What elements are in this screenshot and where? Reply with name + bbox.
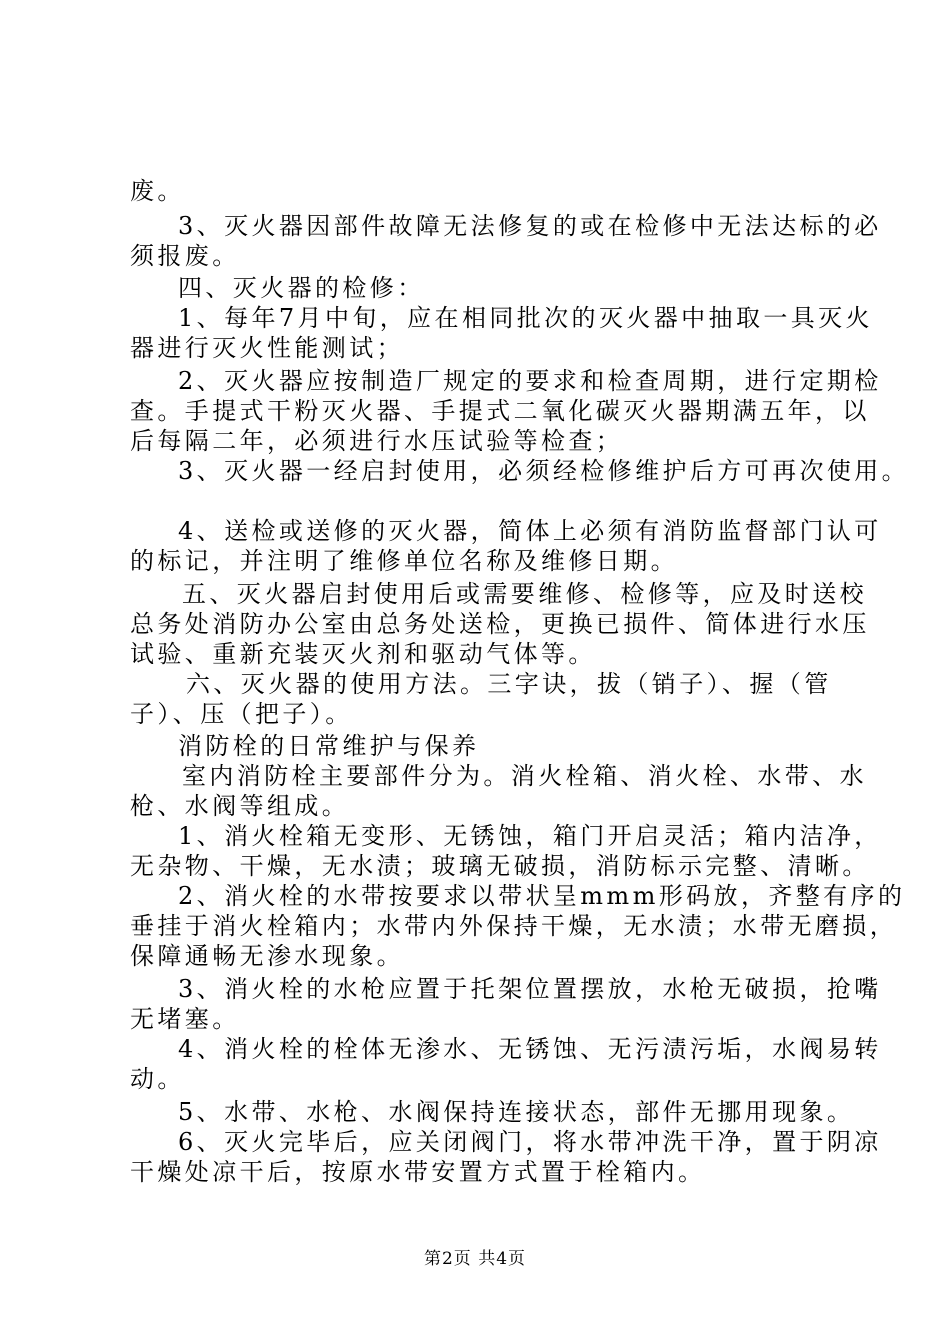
text-line: 保障通畅无渗水现象。 — [130, 942, 404, 970]
text-line: 4、送检或送修的灭火器，简体上必须有消防监督部门认可 — [178, 517, 882, 545]
text-line: 后每隔二年，必须进行水压试验等检查； — [130, 427, 624, 455]
text-line: 6、灭火完毕后，应关闭阀门，将水带冲洗干净，置于阴凉 — [178, 1128, 882, 1156]
text-line: 子）、压（把子）。 — [130, 700, 353, 728]
text-line: 器进行灭火性能测试； — [130, 334, 404, 362]
text-line: 查。手提式干粉灭火器、手提式二氧化碳灭火器期满五年，以 — [130, 397, 870, 425]
text-line: 室内消防栓主要部件分为。消火栓箱、消火栓、水带、水 — [182, 762, 867, 790]
text-line: 总务处消防办公室由总务处送检，更换已损件、简体进行水压 — [130, 610, 870, 638]
text-line: 无堵塞。 — [130, 1005, 240, 1033]
text-line: 试验、重新充装灭火剂和驱动气体等。 — [130, 640, 596, 668]
text-line: 3、灭火器一经启封使用，必须经检修维护后方可再次使用。 — [178, 457, 910, 485]
text-line: 5、水带、水枪、水阀保持连接状态，部件无挪用现象。 — [178, 1098, 855, 1126]
section-heading: 六、灭火器的使用方法。三字诀，拔（销子）、握（管 — [186, 670, 832, 698]
text-line: 4、消火栓的栓体无渗水、无锈蚀、无污渍污垢，水阀易转 — [178, 1035, 882, 1063]
text-line: 2、消火栓的水带按要求以带状呈mmm形码放，齐整有序的 — [178, 882, 906, 910]
page-number-footer: 第2页 共4页 — [423, 1249, 527, 1269]
section-heading: 消防栓的日常维护与保养 — [178, 732, 480, 760]
text-line: 3、消火栓的水枪应置于托架位置摆放，水枪无破损，抢嘴 — [178, 975, 882, 1003]
text-line: 2、灭火器应按制造厂规定的要求和检查周期，进行定期检 — [178, 367, 882, 395]
text-line: 的标记，并注明了维修单位名称及维修日期。 — [130, 547, 678, 575]
text-line: 枪、水阀等组成。 — [130, 792, 350, 820]
section-heading: 四、灭火器的检修： — [178, 274, 425, 302]
text-line: 无杂物、干燥，无水渍；玻璃无破损，消防标示完整、清晰。 — [130, 852, 870, 880]
text-line: 垂挂于消火栓箱内；水带内外保持干燥，无水渍；水带无磨损， — [130, 912, 898, 940]
text-line: 3、灭火器因部件故障无法修复的或在检修中无法达标的必 — [178, 212, 882, 240]
text-line: 1、每年7月中旬，应在相同批次的灭火器中抽取一具灭火 — [178, 304, 873, 332]
text-line: 须报废。 — [130, 242, 240, 270]
text-line: 废。 — [130, 177, 185, 205]
text-line: 动。 — [130, 1065, 185, 1093]
text-line: 1、消火栓箱无变形、无锈蚀，箱门开启灵活；箱内洁净， — [178, 822, 882, 850]
section-heading: 五、灭火器启封使用后或需要维修、检修等，应及时送校 — [182, 580, 867, 608]
text-line: 干燥处凉干后，按原水带安置方式置于栓箱内。 — [130, 1158, 706, 1186]
